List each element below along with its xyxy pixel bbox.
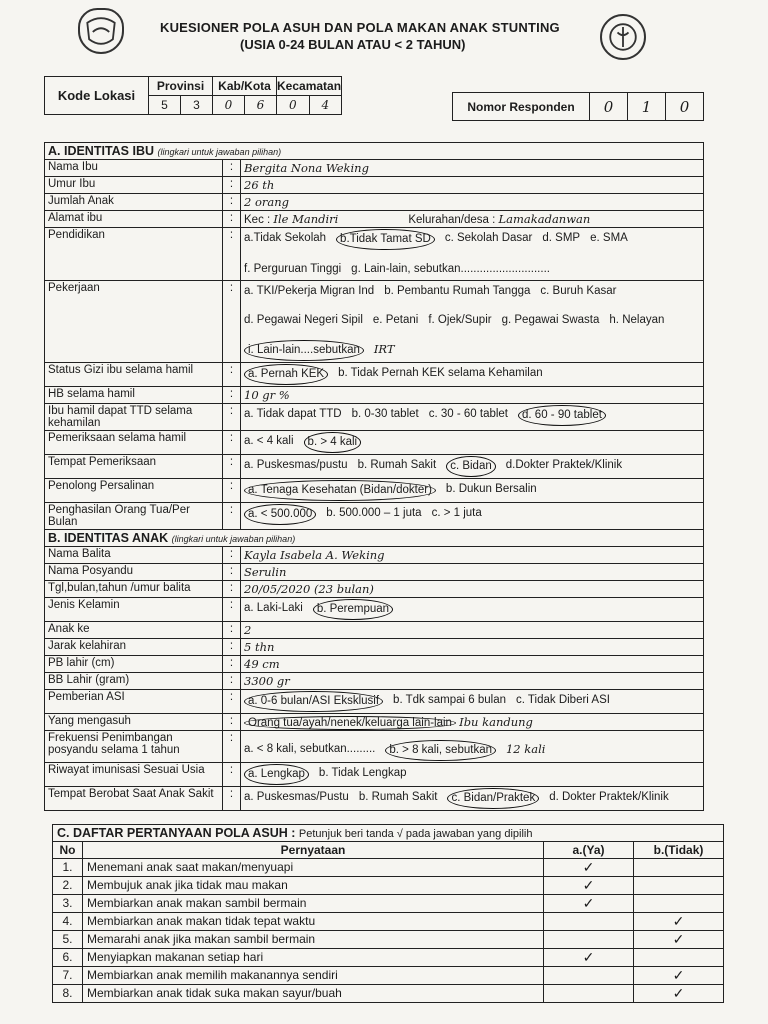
yes-checkbox[interactable] — [544, 967, 634, 985]
hb-field[interactable]: 10 gr % — [241, 387, 704, 404]
regency-digit[interactable]: 0 — [213, 96, 245, 115]
breastfeeding-options[interactable]: a. 0-6 bulan/ASI Eksklusif b. Tdk sampai 6 bulan c. Tidak Diberi ASI — [241, 690, 704, 714]
posyandu-field[interactable]: Serulin — [241, 564, 704, 581]
field-label: HB selama hamil — [45, 387, 223, 404]
birth-length-field[interactable]: 49 cm — [241, 656, 704, 673]
table-row: 5. Memarahi anak jika makan sambil bermain ✓ — [53, 931, 724, 949]
field-label: Jumlah Anak — [45, 194, 223, 211]
mother-name-field[interactable]: Bergita Nona Weking — [241, 160, 704, 177]
no-checkbox[interactable]: ✓ — [634, 931, 724, 949]
district-label: Kecamatan — [277, 77, 342, 96]
weighing-options[interactable]: a. < 8 kali, sebutkan......... b. > 8 kali, sebutkan 12 kali — [241, 731, 704, 763]
ttd-options[interactable]: a. Tidak dapat TTD b. 0-30 tablet c. 30 - 60 tablet d. 60 - 90 tablet — [241, 404, 704, 431]
field-label: Tempat Berobat Saat Anak Sakit — [45, 787, 223, 811]
address-field[interactable]: Kec : Ile Mandiri Kelurahan/desa : Lamakadanwan — [241, 211, 704, 228]
no-checkbox[interactable] — [634, 895, 724, 913]
yes-checkbox[interactable]: ✓ — [544, 877, 634, 895]
regency-logo — [78, 8, 124, 54]
field-label: Pemberian ASI — [45, 690, 223, 714]
yes-checkbox[interactable]: ✓ — [544, 859, 634, 877]
table-row: 8. Membiarkan anak tidak suka makan sayur/buah ✓ — [53, 985, 724, 1003]
identity-form: A. IDENTITAS IBU (lingkari untuk jawaban pilihan) Nama Ibu : Bergita Nona Weking Umur Ibu : 26 th Jumlah Anak : 2 orang Alamat ibu : Kec : Ile Mandiri Kelurahan/desa : Lamakadanwan Pendidikan : a.Tidak Sekolah b.Tidak Tamat SD c. Sekolah Dasar d. SMP e. SMA f. Perguruan Tinggi g. Lain-lain, sebutkan............................ Pekerjaan : a. TKI/Pekerja Migran Ind b. Pembantu Rumah Tangga c. Buruh Kasar d. Pegawai Negeri Sipil e. Petani f. Ojek/Supir g. Pegawai Swasta h. Nelayan i. Lain-lain....sebutkan IRT Status Gizi ibu selama hamil : a. Pernah KEK b. Tidak Pernah KEK selama Kehamilan HB selama hamil : 10 gr % Ibu hamil dapat TTD selama kehamilan : a. Tidak dapat TTD b. 0-30 tablet c. 30 - 60 tablet d. 60 - 90 tablet Pemeriksaan selama hamil : a. < 4 kali b. > 4 kali Tempat Pemeriksaan : a. Puskesmas/pustu b. Rumah Sakit c. Bidan d.Dokter Praktek/Klinik Penolong Persalinan : a. Tenaga Kesehatan (Bidan/dokter) b. Dukun Bersalin Penghasilan Orang Tua/Per Bulan : a. < 500.000 b. 500.000 – 1 juta c. > 1 juta B. IDENTITAS ANAK (lingkari untuk jawaban pilihan) Nama Balita : Kayla Isabela A. Weking Nama Posyandu : Serulin Tgl,bulan,tahun /umur balita : 20/05/2020 (23 bulan) Jenis Kelamin : a. Laki-Laki b. Perempuan Anak ke : 2 Jarak kelahiran : 5 thn PB lahir (cm) : 49 cm BB Lahir (gram) : 3300 gr Pemberian ASI : a. 0-6 bulan/ASI Eksklusif b. Tdk sampai 6 bulan c. Tidak Diberi ASI Yang mengasuh : Orang tua/ayah/nenek/keluarga lain-lain Ibu kandung Frekuensi Penimbangan posyandu selama 1 tahun : a. < 8 kali, sebutkan......... b. > 8 kali, sebutkan 12 kali Riwayat imunisasi Sesuai Usia : a. Lengkap b. Tidak Lengkap Tempat Berobat Saat Anak Sakit : a. Puskesmas/Pustu b. Rumah Sakit c. Bidan/Praktek d. Dokter Praktek/Klinik — [44, 142, 704, 811]
location-code-table — [44, 76, 342, 115]
education-options[interactable]: a.Tidak Sekolah b.Tidak Tamat SD c. Sekolah Dasar d. SMP e. SMA f. Perguruan Tinggi g. Lain-lain, sebutkan............................ — [241, 228, 704, 281]
column-header: Pernyataan — [83, 842, 544, 859]
birth-weight-field[interactable]: 3300 gr — [241, 673, 704, 690]
child-count-field[interactable]: 2 orang — [241, 194, 704, 211]
parenting-questions-table — [52, 824, 724, 1003]
field-label: Yang mengasuh — [45, 714, 223, 731]
immunization-options[interactable]: a. Lengkap b. Tidak Lengkap — [241, 763, 704, 787]
field-label: Penolong Persalinan — [45, 479, 223, 503]
province-digit[interactable]: 3 — [181, 96, 213, 115]
table-row: 1. Menemani anak saat makan/menyuapi ✓ — [53, 859, 724, 877]
no-checkbox[interactable]: ✓ — [634, 967, 724, 985]
checkup-place-options[interactable]: a. Puskesmas/pustu b. Rumah Sakit c. Bidan d.Dokter Praktek/Klinik — [241, 455, 704, 479]
field-label: Umur Ibu — [45, 177, 223, 194]
child-name-field[interactable]: Kayla Isabela A. Weking — [241, 547, 704, 564]
field-label: Riwayat imunisasi Sesuai Usia — [45, 763, 223, 787]
field-label: Status Gizi ibu selama hamil — [45, 363, 223, 387]
caregiver-options[interactable]: Orang tua/ayah/nenek/keluarga lain-lain Ibu kandung — [241, 714, 704, 731]
checkup-options[interactable]: a. < 4 kali b. > 4 kali — [241, 431, 704, 455]
mother-age-field[interactable]: 26 th — [241, 177, 704, 194]
treatment-place-options[interactable]: a. Puskesmas/Pustu b. Rumah Sakit c. Bidan/Praktek d. Dokter Praktek/Klinik — [241, 787, 704, 811]
gender-options[interactable]: a. Laki-Laki b. Perempuan — [241, 598, 704, 622]
no-checkbox[interactable]: ✓ — [634, 985, 724, 1003]
section-b-header: B. IDENTITAS ANAK (lingkari untuk jawaban pilihan) — [45, 530, 704, 547]
field-label: Tempat Pemeriksaan — [45, 455, 223, 479]
section-a-header: A. IDENTITAS IBU (lingkari untuk jawaban pilihan) — [45, 143, 704, 160]
field-label: Alamat ibu — [45, 211, 223, 228]
table-row: 7. Membiarkan anak memilih makanannya sendiri ✓ — [53, 967, 724, 985]
respondent-digit[interactable]: 0 — [590, 93, 628, 121]
form-subtitle: (USIA 0-24 BULAN ATAU < 2 TAHUN) — [240, 37, 466, 52]
column-header: b.(Tidak) — [634, 842, 724, 859]
birth-date-field[interactable]: 20/05/2020 (23 bulan) — [241, 581, 704, 598]
province-digit[interactable]: 5 — [149, 96, 181, 115]
birth-attendant-options[interactable]: a. Tenaga Kesehatan (Bidan/dokter) b. Dukun Bersalin — [241, 479, 704, 503]
nutrition-status-options[interactable]: a. Pernah KEK b. Tidak Pernah KEK selama Kehamilan — [241, 363, 704, 387]
field-label: Jenis Kelamin — [45, 598, 223, 622]
respondent-number-label: Nomor Responden — [453, 93, 590, 121]
no-checkbox[interactable] — [634, 859, 724, 877]
birth-spacing-field[interactable]: 5 thn — [241, 639, 704, 656]
health-ministry-logo — [600, 14, 646, 60]
column-header: No — [53, 842, 83, 859]
occupation-options[interactable]: a. TKI/Pekerja Migran Ind b. Pembantu Rumah Tangga c. Buruh Kasar d. Pegawai Negeri Sipil e. Petani f. Ojek/Supir g. Pegawai Swasta h. Nelayan i. Lain-lain....sebutkan IRT — [241, 281, 704, 363]
field-label: Pekerjaan — [45, 281, 223, 363]
table-row: 4. Membiarkan anak makan tidak tepat waktu ✓ — [53, 913, 724, 931]
section-c-header: C. DAFTAR PERTANYAAN POLA ASUH : Petunjuk beri tanda √ pada jawaban yang dipilih — [53, 825, 724, 842]
field-label: Frekuensi Penimbangan posyandu selama 1 tahun — [45, 731, 223, 763]
field-label: Nama Posyandu — [45, 564, 223, 581]
child-order-field[interactable]: 2 — [241, 622, 704, 639]
field-label: Anak ke — [45, 622, 223, 639]
field-label: Nama Balita — [45, 547, 223, 564]
yes-checkbox[interactable]: ✓ — [544, 895, 634, 913]
field-label: Pendidikan — [45, 228, 223, 281]
table-row: 6. Menyiapkan makanan setiap hari ✓ — [53, 949, 724, 967]
field-label: Ibu hamil dapat TTD selama kehamilan — [45, 404, 223, 431]
yes-checkbox[interactable]: ✓ — [544, 949, 634, 967]
location-code-label: Kode Lokasi — [45, 77, 149, 115]
table-row: 2. Membujuk anak jika tidak mau makan ✓ — [53, 877, 724, 895]
table-row: 3. Membiarkan anak makan sambil bermain ✓ — [53, 895, 724, 913]
province-label: Provinsi — [149, 77, 213, 96]
no-checkbox[interactable] — [634, 877, 724, 895]
field-label: BB Lahir (gram) — [45, 673, 223, 690]
field-label: Tgl,bulan,tahun /umur balita — [45, 581, 223, 598]
field-label: Jarak kelahiran — [45, 639, 223, 656]
respondent-digit[interactable]: 1 — [628, 93, 666, 121]
district-digit[interactable]: 4 — [309, 96, 342, 115]
no-checkbox[interactable]: ✓ — [634, 913, 724, 931]
respondent-number-table — [452, 92, 704, 121]
form-title: KUESIONER POLA ASUH DAN POLA MAKAN ANAK STUNTING — [160, 20, 560, 35]
respondent-digit[interactable]: 0 — [666, 93, 704, 121]
regency-digit[interactable]: 6 — [245, 96, 277, 115]
yes-checkbox[interactable] — [544, 985, 634, 1003]
field-label: Nama Ibu — [45, 160, 223, 177]
column-header: a.(Ya) — [544, 842, 634, 859]
income-options[interactable]: a. < 500.000 b. 500.000 – 1 juta c. > 1 juta — [241, 503, 704, 530]
field-label: PB lahir (cm) — [45, 656, 223, 673]
district-digit[interactable]: 0 — [277, 96, 310, 115]
yes-checkbox[interactable] — [544, 913, 634, 931]
field-label: Penghasilan Orang Tua/Per Bulan — [45, 503, 223, 530]
yes-checkbox[interactable] — [544, 931, 634, 949]
no-checkbox[interactable] — [634, 949, 724, 967]
field-label: Pemeriksaan selama hamil — [45, 431, 223, 455]
regency-label: Kab/Kota — [213, 77, 277, 96]
